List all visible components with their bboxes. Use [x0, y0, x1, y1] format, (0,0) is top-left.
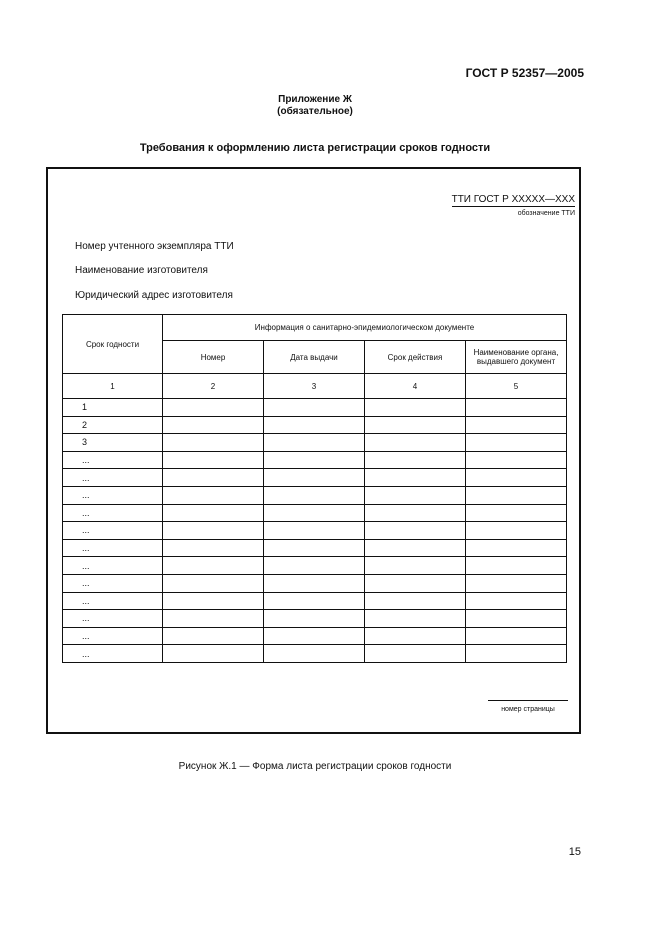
table-cell [466, 522, 567, 540]
table-cell [365, 434, 466, 452]
table-cell [466, 592, 567, 610]
table-cell [365, 486, 466, 504]
table-row [63, 434, 567, 452]
table-cell [163, 486, 264, 504]
table-cell [264, 522, 365, 540]
table-cell [365, 522, 466, 540]
header-issuing-authority: Наименование органа, выдавшего документ [466, 341, 567, 374]
table-cell [163, 469, 264, 487]
table-row [63, 574, 567, 592]
section-heading: Требования к оформлению листа регистрации сроков годности [139, 142, 491, 154]
table-cell [466, 486, 567, 504]
row-label: ... [63, 486, 163, 504]
table-cell [163, 592, 264, 610]
table-cell [264, 557, 365, 575]
table-row [63, 504, 567, 522]
table-cell [163, 539, 264, 557]
table-cell [466, 627, 567, 645]
col-number: 4 [365, 374, 466, 399]
table-row [63, 592, 567, 610]
col-number: 2 [163, 374, 264, 399]
table-cell [163, 522, 264, 540]
table-cell [264, 486, 365, 504]
row-label: ... [63, 645, 163, 663]
page-number-line [488, 700, 568, 701]
row-label: ... [63, 451, 163, 469]
document-code: ГОСТ Р 52357—2005 [465, 66, 584, 80]
table-cell [264, 610, 365, 628]
table-cell [264, 592, 365, 610]
table-row [63, 645, 567, 663]
header-number: Номер [163, 341, 264, 374]
table-row [63, 610, 567, 628]
registration-table [62, 314, 567, 663]
row-label: ... [63, 469, 163, 487]
table-cell [163, 434, 264, 452]
tti-caption: обозначение ТТИ [517, 210, 575, 217]
table-cell [264, 504, 365, 522]
table-row [63, 522, 567, 540]
table-cell [163, 557, 264, 575]
table-cell [264, 627, 365, 645]
appendix-title: Приложение Ж [278, 94, 352, 105]
col-number: 1 [63, 374, 163, 399]
table-row [63, 627, 567, 645]
table-cell [466, 434, 567, 452]
table-cell [466, 469, 567, 487]
table-cell [163, 416, 264, 434]
col-number: 3 [264, 374, 365, 399]
row-label: 1 [63, 399, 163, 417]
table-cell [466, 504, 567, 522]
table-cell [466, 610, 567, 628]
table-cell [264, 469, 365, 487]
table-cell [365, 399, 466, 417]
table-cell [365, 557, 466, 575]
field-manufacturer: Наименование изготовителя [75, 265, 208, 276]
row-label: ... [63, 522, 163, 540]
table-cell [365, 574, 466, 592]
table-cell [466, 557, 567, 575]
table-row [63, 399, 567, 417]
table-row [63, 539, 567, 557]
table-cell [264, 451, 365, 469]
table-cell [264, 399, 365, 417]
row-label: ... [63, 610, 163, 628]
page-number-caption: номер страницы [501, 706, 555, 713]
table-cell [365, 592, 466, 610]
table-cell [365, 645, 466, 663]
row-label: 3 [63, 434, 163, 452]
row-label: ... [63, 557, 163, 575]
header-expiry: Срок годности [63, 315, 163, 374]
table-cell [264, 645, 365, 663]
table-cell [466, 574, 567, 592]
header-issue-date: Дата выдачи [264, 341, 365, 374]
table-header-row [63, 315, 567, 341]
table-cell [466, 416, 567, 434]
row-label: ... [63, 539, 163, 557]
table-cell [264, 434, 365, 452]
appendix-header [0, 94, 630, 118]
field-legal-address: Юридический адрес изготовителя [75, 290, 233, 301]
table-cell [264, 574, 365, 592]
row-label: ... [63, 592, 163, 610]
table-cell [466, 539, 567, 557]
header-sanitary-doc-info: Информация о санитарно-эпидемиологическом документе [163, 315, 567, 341]
tti-code: ТТИ ГОСТ Р XXXXX—XXX [451, 194, 575, 205]
row-label: ... [63, 627, 163, 645]
table-row [63, 486, 567, 504]
row-label: ... [63, 574, 163, 592]
table-cell [466, 451, 567, 469]
table-cell [466, 399, 567, 417]
table-cell [163, 645, 264, 663]
row-label: 2 [63, 416, 163, 434]
table-cell [466, 645, 567, 663]
table-row [63, 469, 567, 487]
table-cell [365, 610, 466, 628]
field-copy-number: Номер учтенного экземпляра ТТИ [75, 241, 234, 252]
table-cell [163, 451, 264, 469]
table-cell [365, 504, 466, 522]
table-row [63, 416, 567, 434]
table-cell [163, 504, 264, 522]
table-cell [264, 539, 365, 557]
table-cell [365, 469, 466, 487]
table-column-numbers-row [63, 374, 567, 399]
table-cell [365, 627, 466, 645]
figure-caption: Рисунок Ж.1 — Форма листа регистрации сроков годности [178, 761, 452, 772]
table-cell [365, 416, 466, 434]
table-cell [264, 416, 365, 434]
table-cell [163, 399, 264, 417]
row-label: ... [63, 504, 163, 522]
appendix-status: (обязательное) [277, 106, 353, 117]
table-row [63, 557, 567, 575]
table-cell [365, 451, 466, 469]
col-number: 5 [466, 374, 567, 399]
table-row [63, 451, 567, 469]
table-cell [365, 539, 466, 557]
page-number: 15 [568, 846, 581, 858]
table-cell [163, 627, 264, 645]
table-cell [163, 574, 264, 592]
header-validity: Срок действия [365, 341, 466, 374]
tti-designation [452, 194, 575, 217]
table-cell [163, 610, 264, 628]
